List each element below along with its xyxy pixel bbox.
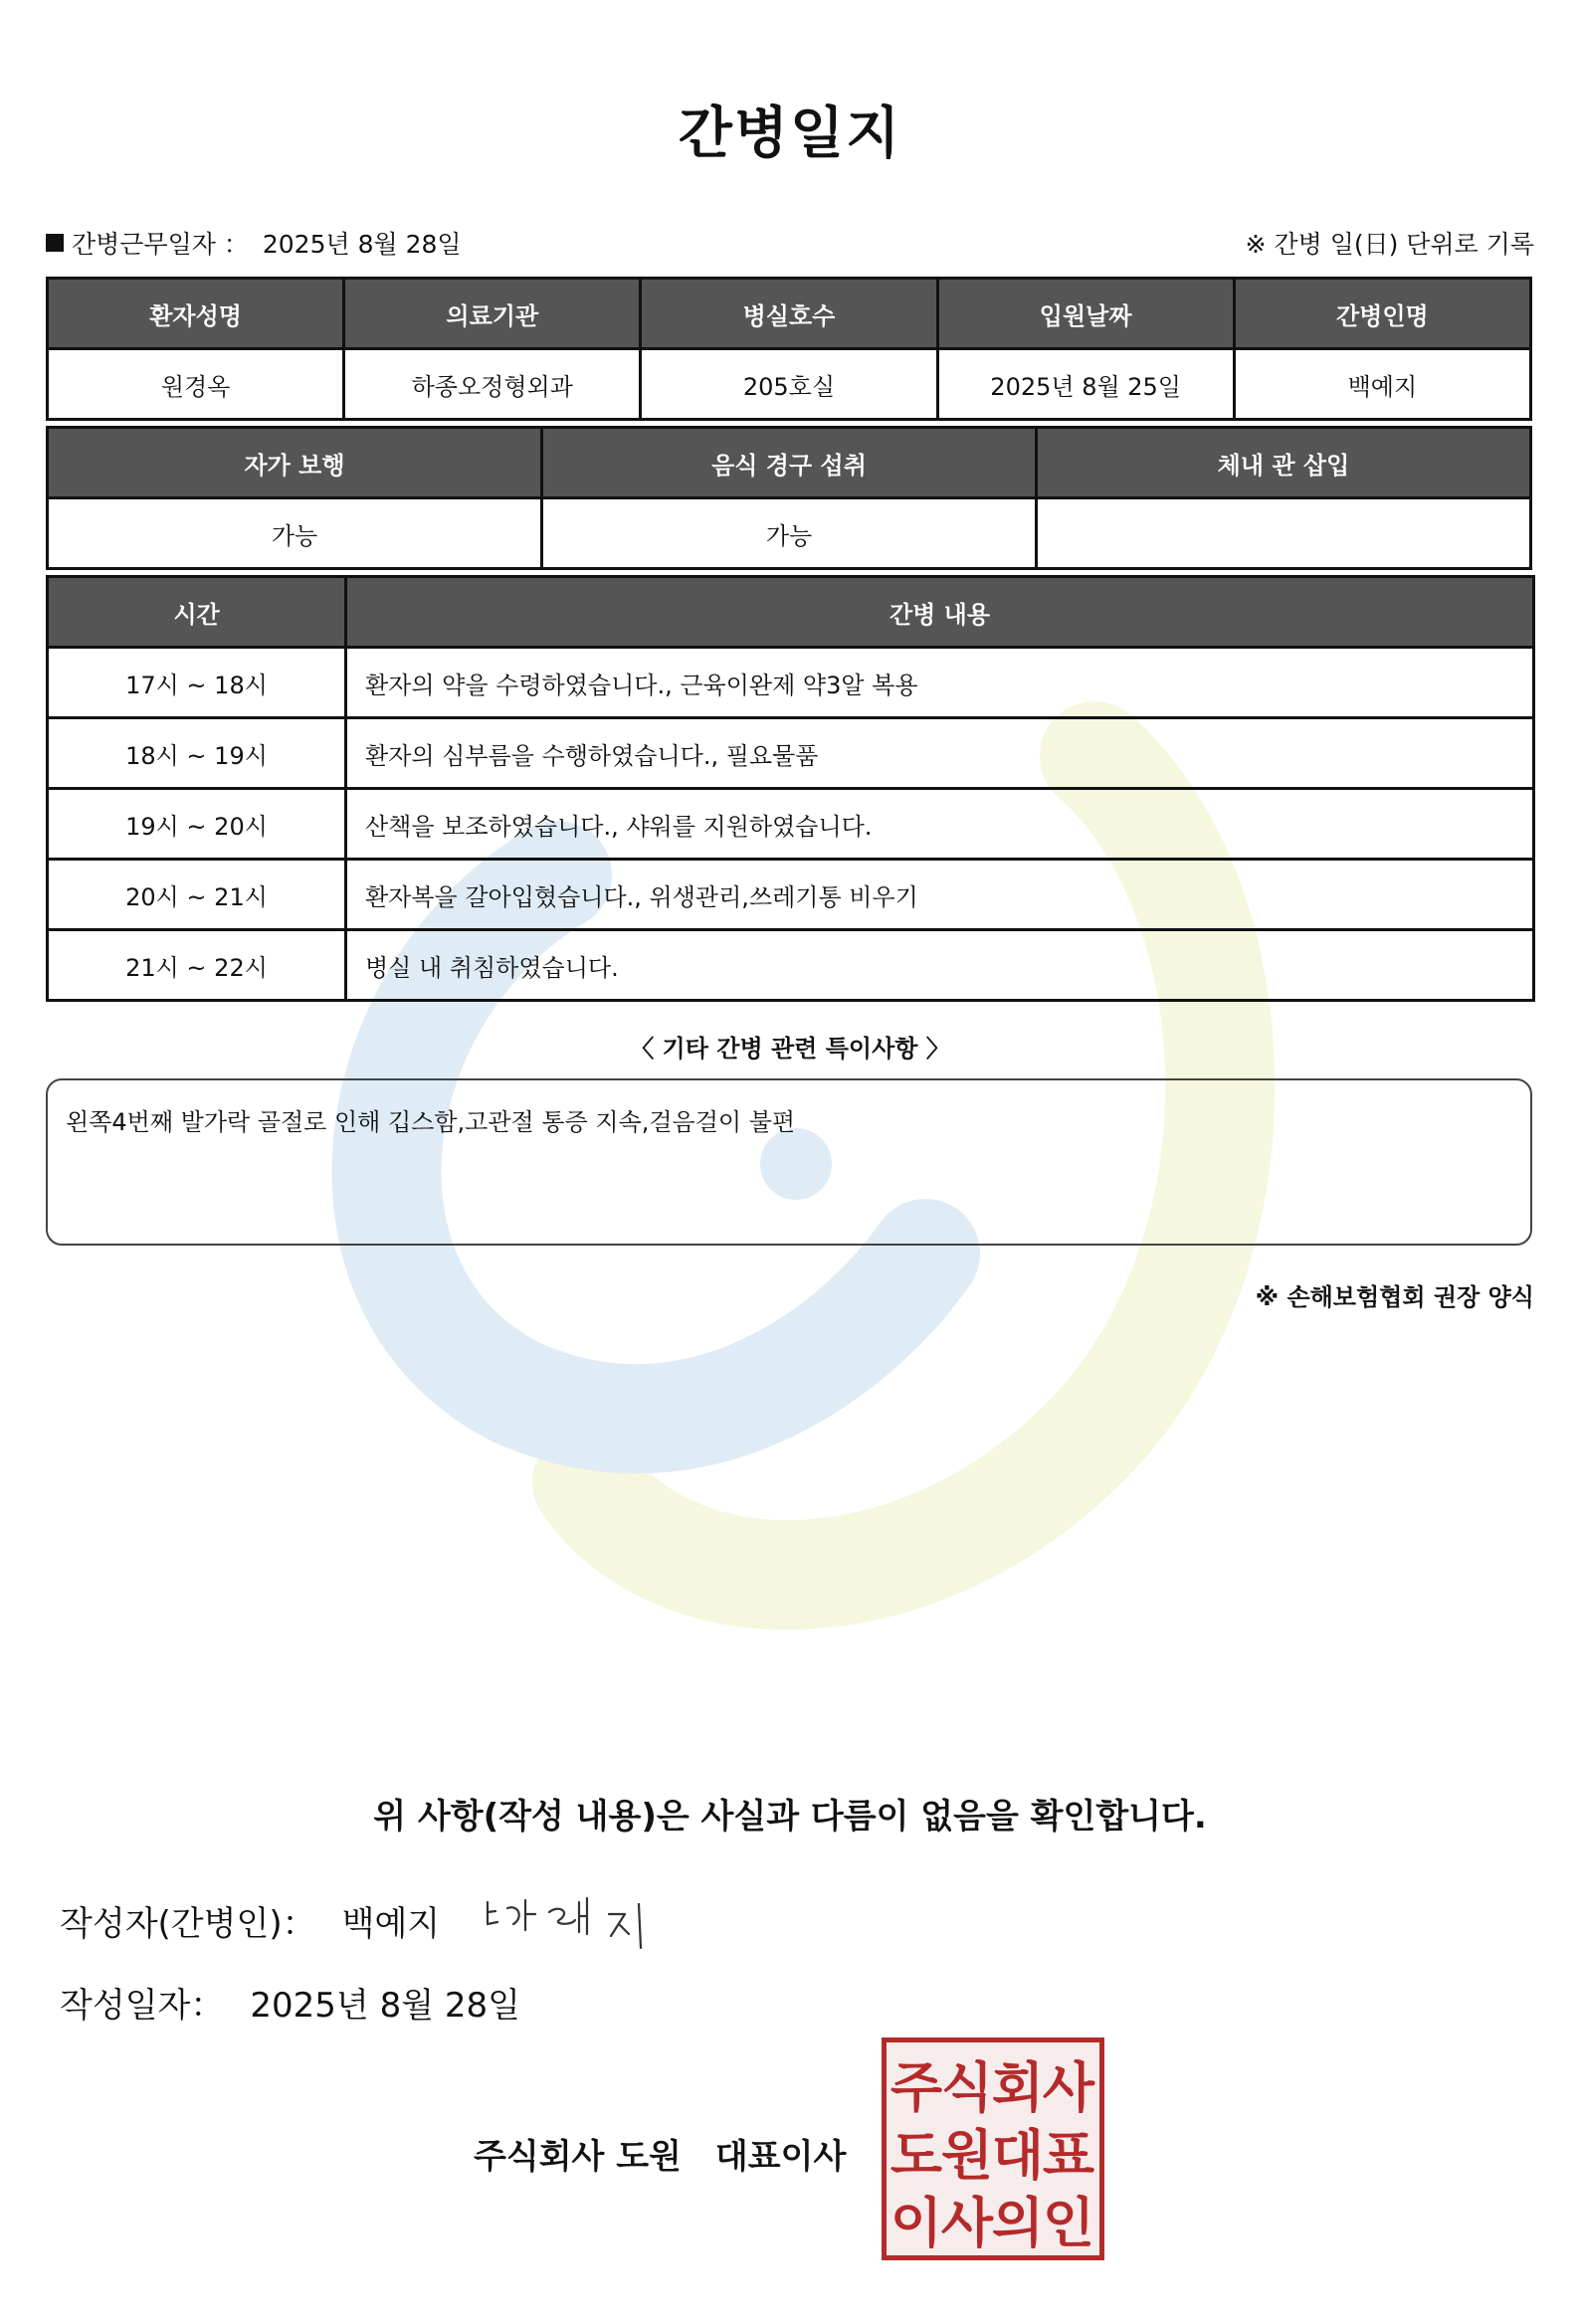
admission-date: 2025년 8월 25일 [937,349,1234,420]
company-seal-icon [882,2037,1104,2260]
record-note: ※ 간병 일(日) 단위로 기록 [1245,230,1534,259]
company-line [474,2129,846,2178]
log-content: 환자의 심부름을 수행하였습니다., 필요물품 [346,718,1534,789]
writer-line [60,1896,440,1945]
table-row [48,648,1534,718]
log-content: 환자복을 갈아입혔습니다., 위생관리,쓰레기통 비우기 [346,860,1534,930]
svg-text:주: 주 [889,2056,943,2119]
written-date-value: 2025년 8월 28일 [250,1986,520,2026]
work-date-value: 2025년 8월 28일 [262,230,462,259]
form-source-note: ※ 손해보험협회 권장 양식 [1255,1283,1534,1311]
writer-name: 백예지 [341,1904,441,1944]
caregiver-name: 백예지 [1234,349,1530,420]
written-date-line [60,1978,520,2027]
svg-text:사: 사 [1042,2056,1095,2119]
svg-text:표: 표 [1042,2124,1095,2187]
confirmation-statement: 위 사항(작성 내용)은 사실과 다름이 없음을 확인합니다. [373,1797,1207,1837]
table-header-row [48,428,1531,498]
oral-intake-value: 가능 [542,498,1037,569]
patient-name: 원경옥 [48,349,344,420]
svg-text:도: 도 [889,2124,943,2187]
log-time: 17시 ~ 18시 [48,648,346,718]
svg-text:원: 원 [940,2124,994,2187]
svg-text:의: 의 [991,2192,1045,2254]
log-time: 21시 ~ 22시 [48,930,346,1001]
care-log-table [46,575,1535,1002]
square-bullet-icon [46,234,64,252]
log-content: 환자의 약을 수령하였습니다., 근육이완제 약3알 복용 [346,648,1534,718]
written-date-label: 작성일자： [60,1986,225,2026]
header-self-walking: 자가 보행 [48,428,542,498]
log-content: 산책을 보조하였습니다., 샤워를 지원하였습니다. [346,789,1534,860]
header-caregiver: 간병인명 [1234,279,1530,349]
header-care-content: 간병 내용 [346,577,1534,648]
header-patient-name: 환자성명 [48,279,344,349]
svg-text:대: 대 [991,2124,1045,2187]
writer-label: 작성자(간병인)： [60,1904,316,1944]
hospital: 하종오정형외과 [344,349,641,420]
patient-status-table [46,426,1532,570]
log-time: 20시 ~ 21시 [48,860,346,930]
table-row [48,930,1534,1001]
log-content: 병실 내 취침하였습니다. [346,930,1534,1001]
svg-text:이: 이 [889,2192,943,2254]
svg-text:사: 사 [940,2192,994,2254]
notes-title: 〈 기타 간병 관련 특이사항 〉 [630,1035,950,1063]
table-row [48,498,1531,569]
header-time: 시간 [48,577,346,648]
header-tube-insertion: 체내 관 삽입 [1037,428,1531,498]
handwritten-signature [480,1890,669,1970]
svg-text:인: 인 [1042,2192,1095,2254]
header-hospital: 의료기관 [344,279,641,349]
company-name: 주식회사 도원 [474,2137,682,2177]
log-time: 18시 ~ 19시 [48,718,346,789]
table-row [48,789,1534,860]
log-time: 19시 ~ 20시 [48,789,346,860]
patient-info-table [46,277,1532,421]
notes-text: 왼쪽4번째 발가락 골절로 인해 깁스함,고관절 통증 지속,걸음걸이 불편 [66,1108,796,1136]
svg-text:회: 회 [991,2056,1045,2119]
work-date [46,225,462,261]
notes-box [46,1078,1532,1246]
room-number: 205호실 [641,349,937,420]
table-row [48,718,1534,789]
work-date-label: 간병근무일자 ： [72,230,249,259]
header-oral-intake: 음식 경구 섭취 [542,428,1037,498]
svg-text:식: 식 [940,2056,994,2119]
self-walking-value: 가능 [48,498,542,569]
table-row [48,860,1534,930]
header-admission-date: 입원날짜 [937,279,1234,349]
table-row [48,349,1531,420]
table-header-row [48,577,1534,648]
table-header-row [48,279,1531,349]
page-title: 간병일지 [678,101,902,166]
company-representative: 대표이사 [714,2137,847,2177]
tube-insertion-value [1037,498,1531,569]
header-room: 병실호수 [641,279,937,349]
